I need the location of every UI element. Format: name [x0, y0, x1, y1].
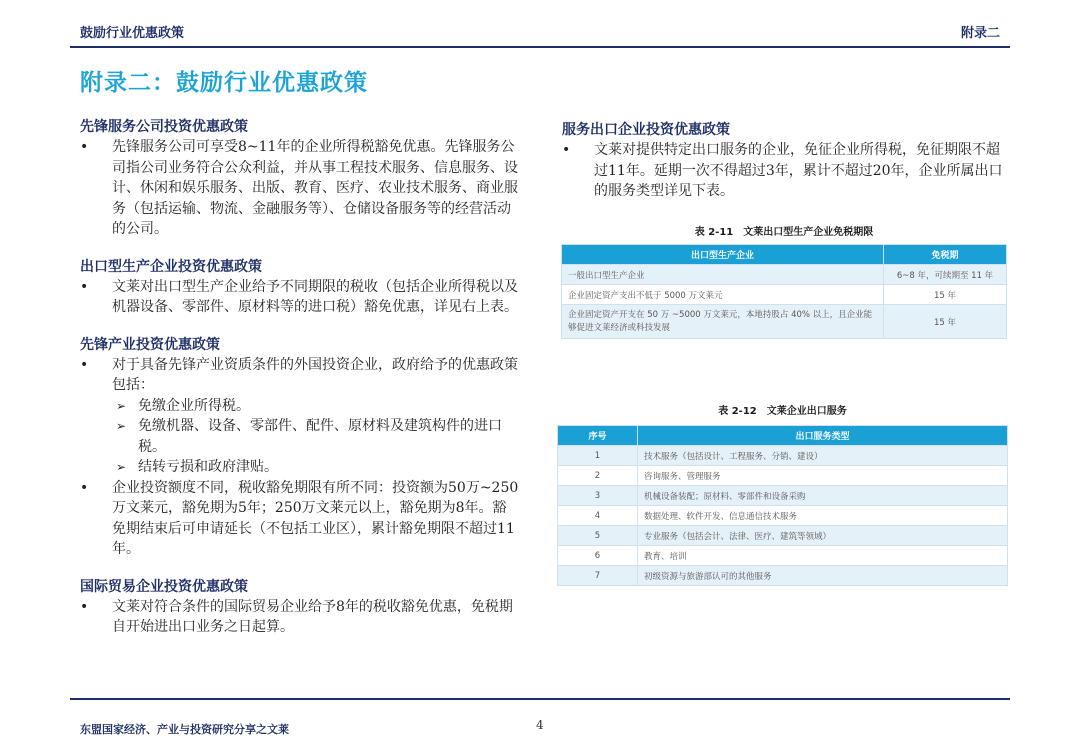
section-heading: 国际贸易企业投资优惠政策	[80, 578, 248, 595]
table-cell: 6	[558, 546, 638, 566]
table-cell: 15 年	[884, 285, 1007, 305]
table-row	[562, 265, 1007, 285]
table-cell: 5	[558, 526, 638, 546]
footer-text: 东盟国家经济、产业与投资研究分享之文莱	[80, 723, 289, 736]
table-row	[558, 446, 1008, 466]
section-export-manufacturing	[80, 257, 520, 318]
section-heading: 服务出口企业投资优惠政策	[562, 122, 730, 138]
table-cell: 7	[558, 566, 638, 586]
table-cell: 4	[558, 506, 638, 526]
sub-bullet-item: ➢ 免缴企业所得税。	[80, 396, 520, 417]
sub-bullet-item: ➢ 免缴机器、设备、零部件、配件、原材料及建筑构件的进口税。	[80, 416, 520, 457]
right-column	[562, 120, 1012, 202]
table-cell: 企业固定资产支出不低于 5000 万文莱元	[562, 285, 884, 305]
table-cell: 技术服务（包括设计、工程服务、分销、建设）	[638, 446, 1008, 466]
table-header-cell: 免税期	[884, 245, 1007, 265]
header-rule	[70, 46, 1010, 48]
section-heading: 先锋产业投资优惠政策	[80, 336, 220, 353]
left-column	[80, 117, 520, 655]
table-row	[558, 526, 1008, 546]
table-row	[558, 546, 1008, 566]
bullet-item: • 文莱对提供特定出口服务的企业，免征企业所得税，免征期限不超过11年。延期一次不得超过3年，累计不超过20年，企业所属出口的服务类型详见下表。	[562, 140, 1012, 202]
table-cell: 企业固定资产开支在 50 万 ~5000 万文莱元，本地持股占 40% 以上，且企业能够促进文莱经济或科技发展	[562, 305, 884, 339]
bullet-item: • 文莱对出口型生产企业给予不同期限的税收（包括企业所得税以及机器设备、零部件、原材料等的进口税）豁免优惠，详见右上表。	[80, 277, 520, 318]
table-row	[562, 305, 1007, 339]
footer-rule	[70, 698, 1010, 700]
table-caption: 表 2-11 文莱出口型生产企业免税期限	[694, 227, 874, 238]
bullet-item: • 文莱对符合条件的国际贸易企业给予8年的税收豁免优惠，免税期自开始进出口业务之日起算。	[80, 597, 520, 638]
table-caption: 表 2-12 文莱企业出口服务	[718, 406, 847, 417]
bullet-item: • 对于具备先锋产业资质条件的外国投资企业，政府给予的优惠政策包括：	[80, 355, 520, 396]
table-row	[562, 285, 1007, 305]
table-row	[558, 506, 1008, 526]
table-row	[558, 466, 1008, 486]
table-cell: 15 年	[884, 305, 1007, 339]
table-header-cell: 出口型生产企业	[562, 245, 884, 265]
table-cell: 3	[558, 486, 638, 506]
table-cell: 数据处理、软件开发、信息通信技术服务	[638, 506, 1008, 526]
table-cell: 教育、培训	[638, 546, 1008, 566]
table-cell: 1	[558, 446, 638, 466]
tax-exemption-table	[561, 244, 1007, 339]
page-header	[80, 22, 1000, 42]
bullet-item: • 企业投资额度不同，税收豁免期限有所不同：投资额为50万~250万文莱元，豁免期为5年；250万文莱元以上，豁免期为8年。豁免期结束后可申请延长（不包括工业区），累计豁免期限不超过11年。	[80, 478, 520, 560]
page-title: 附录二：鼓励行业优惠政策	[80, 70, 368, 96]
sub-bullet-item: ➢ 结转亏损和政府津贴。	[80, 457, 520, 478]
table-cell: 机械设备装配；原材料、零部件和设备采购	[638, 486, 1008, 506]
export-services-table	[557, 425, 1008, 586]
table-row	[558, 486, 1008, 506]
header-left: 鼓励行业优惠政策	[80, 26, 185, 41]
section-service-export	[562, 120, 1012, 202]
header-right: 附录二	[960, 26, 1000, 41]
page-number: 4	[536, 718, 544, 732]
section-pioneer-service	[80, 117, 520, 240]
table-cell: 初级资源与旅游部认可的其他服务	[638, 566, 1008, 586]
section-heading: 出口型生产企业投资优惠政策	[80, 258, 262, 275]
table-cell: 咨询服务、管理服务	[638, 466, 1008, 486]
table-cell: 一般出口型生产企业	[562, 265, 884, 285]
table-header-cell: 序号	[558, 426, 638, 446]
bullet-item: • 先锋服务公司可享受8~11年的企业所得税豁免优惠。先锋服务公司指公司业务符合公众利益，并从事工程技术服务、信息服务、设计、休闲和娱乐服务、出版、教育、医疗、农业技术服务、商业服务（包括运输、物流、金融服务等）、仓储设备服务等的经营活动的公司。	[80, 137, 520, 240]
section-international-trade	[80, 577, 520, 638]
section-heading: 先锋服务公司投资优惠政策	[80, 119, 248, 135]
table-row	[558, 566, 1008, 586]
section-pioneer-industry	[80, 335, 520, 560]
table-cell: 2	[558, 466, 638, 486]
table-cell: 专业服务（包括会计、法律、医疗、建筑等领域）	[638, 526, 1008, 546]
table-cell: 6~8 年，可续期至 11 年	[884, 265, 1007, 285]
table-header-cell: 出口服务类型	[638, 426, 1008, 446]
